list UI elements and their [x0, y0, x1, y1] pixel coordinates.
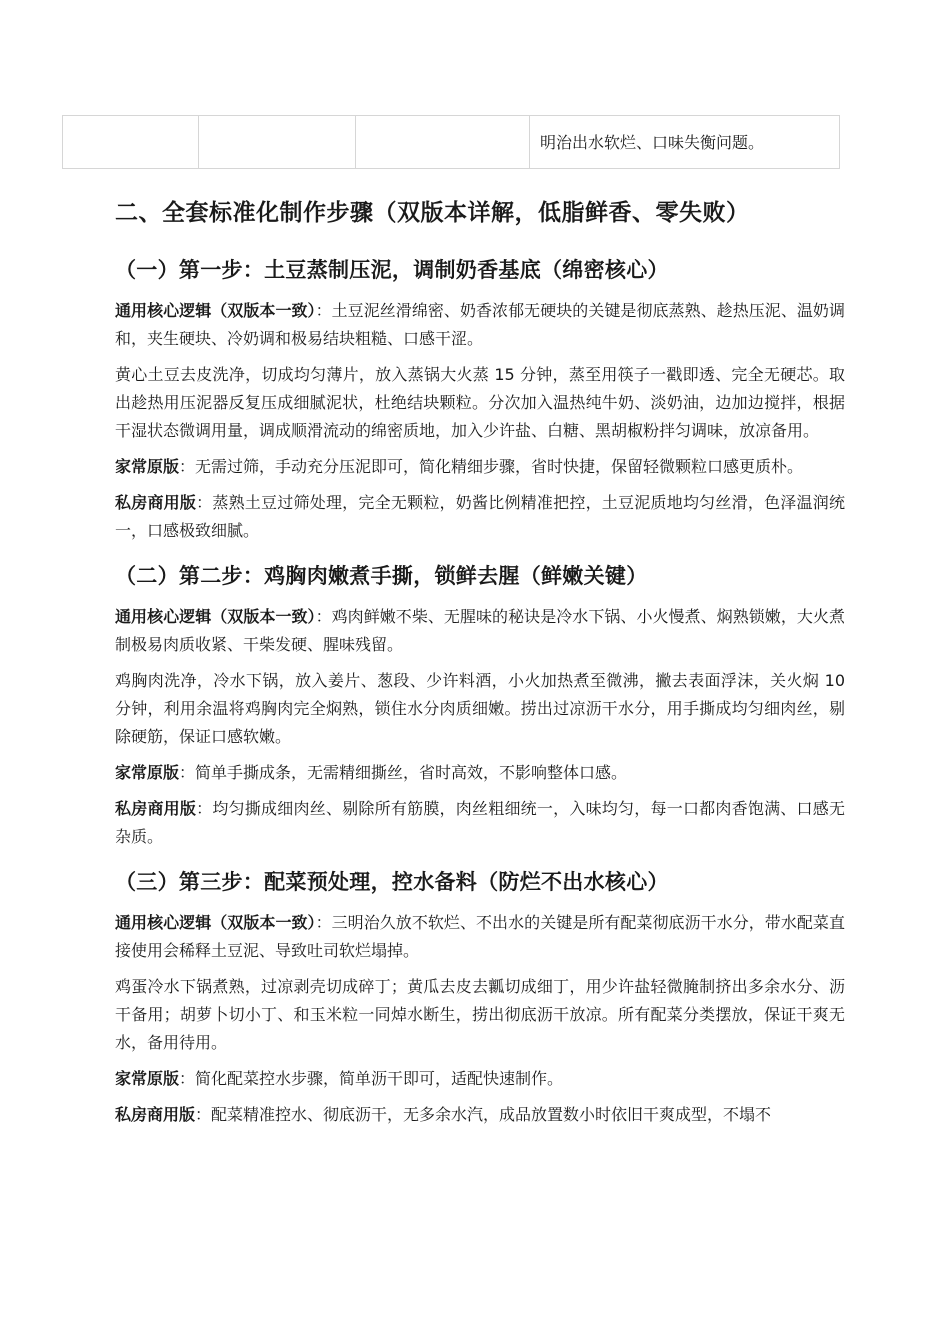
step-body: 黄心土豆去皮洗净，切成均匀薄片，放入蒸锅大火蒸 15 分钟，蒸至用筷子一戳即透、完全无硬芯。取出趁热用压泥器反复压成细腻泥状，杜绝结块颗粒。分次加入温热纯牛奶、淡奶油，边加边搅拌，根据干湿状态微调用量，调成顺滑流动的绵密质地，加入少许盐、白糖、黑胡椒粉拌匀调味，放凉备用。	[115, 365, 845, 440]
pro-version-paragraph	[115, 795, 845, 851]
core-logic-paragraph	[115, 909, 845, 965]
table-cell	[530, 116, 839, 168]
table-cell-text: 明治出水软烂、口味失衡问题。	[540, 133, 765, 152]
document-body	[115, 195, 845, 1143]
core-logic-text: ：鸡肉鲜嫩不柴、无腥味的秘诀是冷水下锅、小火慢煮、焖熟锁嫩，大火煮制极易肉质收紧、干柴发硬、腥味残留。	[115, 607, 845, 654]
step-1	[115, 253, 845, 545]
table-cell	[63, 116, 199, 168]
pro-version-text: ：配菜精准控水、彻底沥干，无多余水汽，成品放置数小时依旧干爽成型，不塌不	[195, 1105, 772, 1124]
home-version-paragraph	[115, 759, 845, 787]
pro-version-paragraph	[115, 489, 845, 545]
pro-version-text: ：蒸熟土豆过筛处理，完全无颗粒，奶酱比例精准把控，土豆泥质地均匀丝滑，色泽温润统一，口感极致细腻。	[115, 493, 845, 540]
home-version-text: ：无需过筛，手动充分压泥即可，简化精细步骤，省时快捷，保留轻微颗粒口感更质朴。	[179, 457, 804, 476]
home-version-paragraph	[115, 453, 845, 481]
pro-version-label: 私房商用版	[115, 493, 197, 512]
table-row	[62, 115, 840, 169]
core-logic-text: ：三明治久放不软烂、不出水的关键是所有配菜彻底沥干水分，带水配菜直接使用会稀释土豆泥、导致吐司软烂塌掉。	[115, 913, 845, 960]
core-logic-label: 通用核心逻辑（双版本一致）	[115, 913, 316, 932]
table-cell	[199, 116, 356, 168]
core-logic-text: ：土豆泥丝滑绵密、奶香浓郁无硬块的关键是彻底蒸熟、趁热压泥、温奶调和，夹生硬块、冷奶调和极易结块粗糙、口感干涩。	[115, 301, 845, 348]
core-logic-label: 通用核心逻辑（双版本一致）	[115, 301, 316, 320]
pro-version-text: ：均匀撕成细肉丝、剔除所有筋膜，肉丝粗细统一，入味均匀，每一口都肉香饱满、口感无杂质。	[115, 799, 845, 846]
pro-version-label: 私房商用版	[115, 799, 197, 818]
home-version-text: ：简化配菜控水步骤，简单沥干即可，适配快速制作。	[179, 1069, 564, 1088]
step-2	[115, 559, 845, 851]
step-3	[115, 865, 845, 1129]
section-heading: 二、全套标准化制作步骤（双版本详解，低脂鲜香、零失败）	[115, 200, 750, 226]
step-body: 鸡蛋冷水下锅煮熟，过凉剥壳切成碎丁；黄瓜去皮去瓤切成细丁，用少许盐轻微腌制挤出多余水分、沥干备用；胡萝卜切小丁、和玉米粒一同焯水断生，捞出彻底沥干放凉。所有配菜分类摆放，保证干爽无水，备用待用。	[115, 977, 845, 1052]
pro-version-label: 私房商用版	[115, 1105, 196, 1124]
home-version-label: 家常原版	[115, 1069, 180, 1088]
step-body: 鸡胸肉洗净，冷水下锅，放入姜片、葱段、少许料酒，小火加热煮至微沸，撇去表面浮沫，关火焖 10 分钟，利用余温将鸡胸肉完全焖熟，锁住水分肉质细嫩。捞出过凉沥干水分，用手撕成均匀细肉丝，剔除硬筋，保证口感软嫩。	[115, 671, 845, 746]
step-title: （一）第一步：土豆蒸制压泥，调制奶香基底（绵密核心）	[115, 258, 669, 282]
home-version-text: ：简单手撕成条，无需精细撕丝，省时高效，不影响整体口感。	[179, 763, 628, 782]
core-logic-paragraph	[115, 603, 845, 659]
home-version-label: 家常原版	[115, 763, 180, 782]
step-title: （三）第三步：配菜预处理，控水备料（防烂不出水核心）	[115, 870, 669, 894]
step-title: （二）第二步：鸡胸肉嫩煮手撕，锁鲜去腥（鲜嫩关键）	[115, 564, 648, 588]
core-logic-label: 通用核心逻辑（双版本一致）	[115, 607, 316, 626]
pro-version-paragraph	[115, 1101, 845, 1129]
table-cell	[356, 116, 530, 168]
home-version-label: 家常原版	[115, 457, 180, 476]
home-version-paragraph	[115, 1065, 845, 1093]
core-logic-paragraph	[115, 297, 845, 353]
